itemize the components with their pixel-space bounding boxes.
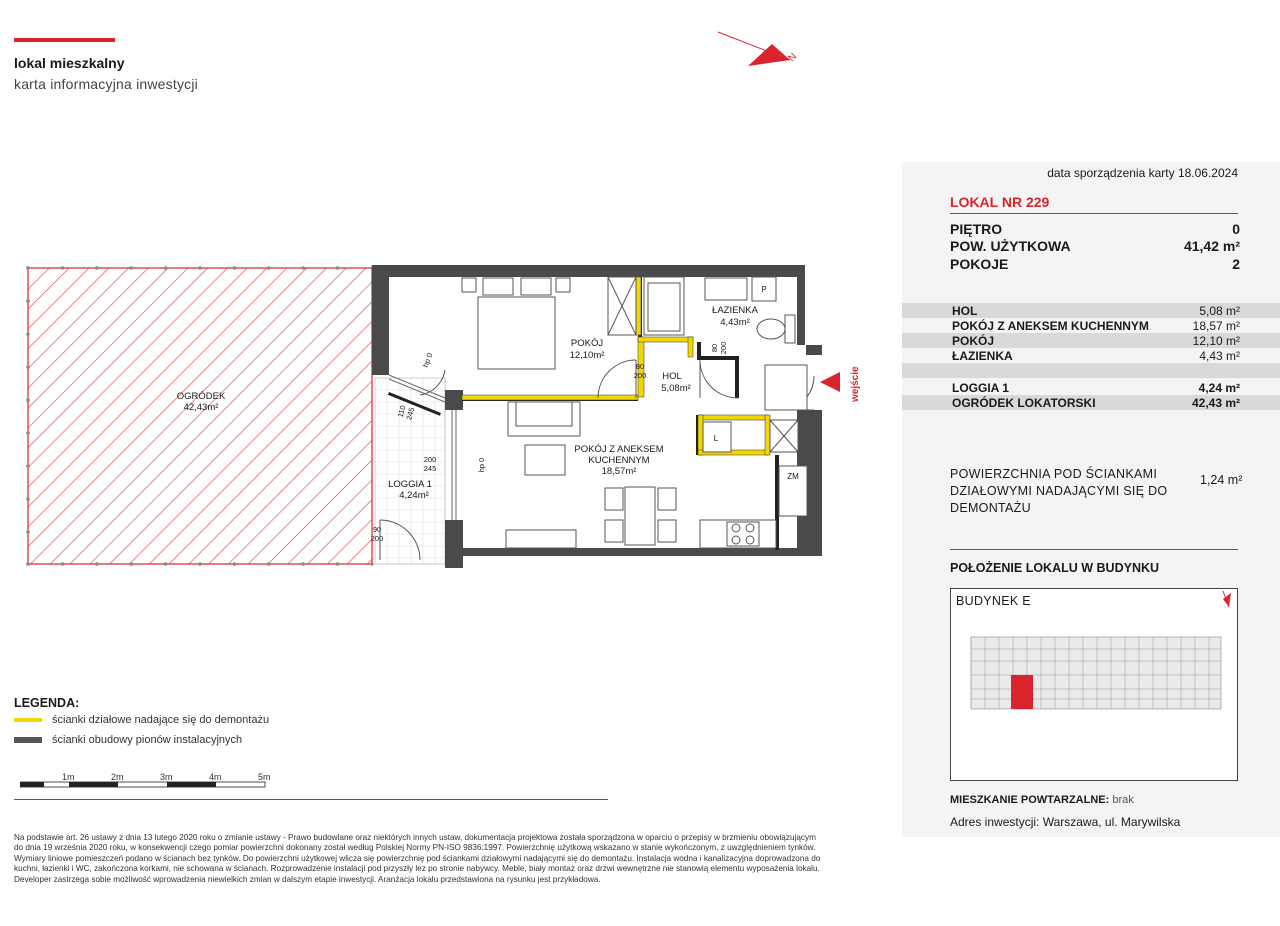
room-kitchen-area: 18,57m²	[601, 466, 637, 477]
room-hol-area: 5,08m²	[661, 383, 691, 394]
room-row-label: POKÓJ Z ANEKSEM KUCHENNYM	[952, 318, 1149, 333]
door-dim-pokoj-window: 110245	[395, 404, 417, 421]
room-row-value: 12,10 m²	[1192, 333, 1240, 348]
fence-post	[336, 266, 340, 270]
scale-tick-label: 2m	[111, 772, 124, 782]
door-dim-garden: 90 200	[370, 525, 384, 543]
room-row-value: 4,43 m²	[1199, 348, 1240, 363]
label-p: P	[761, 285, 767, 294]
title-rule	[950, 213, 1238, 214]
fence-post	[129, 266, 133, 270]
wardrobe-icon	[608, 277, 636, 335]
scale-tick-label: 1m	[62, 772, 75, 782]
spec-area-label: POW. UŻYTKOWA	[950, 238, 1071, 254]
fence-post	[336, 562, 340, 566]
mini-compass-icon	[1223, 591, 1231, 607]
room-row-spacer	[902, 363, 1280, 378]
fence-post	[26, 431, 30, 435]
scale-tick-label: 5m	[258, 772, 270, 782]
fence-post	[233, 562, 237, 566]
washbasin-icon	[705, 278, 747, 300]
compass-arrow-icon	[718, 32, 799, 66]
room-lazienka-area: 4,43m²	[720, 317, 750, 328]
fence-post	[370, 562, 374, 566]
room-ogrodek-name: OGRÓDEK	[176, 391, 226, 402]
spec-floor-label: PIĘTRO	[950, 221, 1003, 237]
room-row-label: POKÓJ	[952, 333, 995, 348]
legend-swatch-yellow	[14, 718, 42, 722]
fence-post	[164, 266, 168, 270]
room-row-label: HOL	[952, 303, 978, 318]
room-kitchen-name-1: POKÓJ Z ANEKSEM	[574, 444, 664, 455]
fence-post	[26, 365, 30, 369]
garden-area	[28, 268, 372, 564]
fence-post	[95, 266, 99, 270]
room-pokoj-name: POKÓJ	[570, 338, 604, 349]
room-ogrodek-area: 42,43m²	[183, 402, 219, 413]
entrance-label: wejście	[850, 366, 861, 402]
spec-area	[950, 238, 1240, 254]
shower-icon	[644, 277, 684, 335]
repeat-value: brak	[1112, 794, 1134, 806]
fence-post	[95, 562, 99, 566]
legend-item-shafts	[14, 734, 242, 746]
legend-label-shafts: ścianki obudowy pionów instalacyjnych	[52, 734, 243, 746]
spec-floor	[950, 221, 1240, 237]
label-zm: ZM	[787, 472, 799, 481]
legal-disclaimer: Na podstawie art. 26 ustawy z dnia 13 lutego 2020 roku o zmianie ustawy - Prawo budowlane oraz niektórych innych ustaw, dokumentacja projektowa została sporządzona w oparciu o przepisy w brzmieniu obowiązującym do dnia 19 września 2020 roku, w konsekwencji czego pomiar powierzchni dokonany został według Polskiej Normy PN-ISO 9836:1997. Powierzchnię użytkową wskazano w stanie wykończonym, z uwzględnieniem tynków. Wymiary liniowe pomieszczeń podano w ścianach bez tynków. Do powierzchni użytkowej wlicza się powierzchnię pod ściankami działowymi nadającymi się do demontażu. Instalacja wodna i kanalizacyjna doprowadzona do kuchni, łazienki i WC, zakończona korkami, nie schowana w ścianach. Rozprowadzenie instalacji pod przyszły lez po stronie nabywcy. Meble, biały montaż oraz drzwi wewnętrzne nie stanowią elementu wyposażenia lokalu. Developer zastrzega sobie możliwość wprowadzenia niewielkich zmian w dalszym etapie inwestycji. Aranżacja lokalu przedstawiona na rysunku jest przykładowa.	[14, 833, 821, 884]
room-row-pokoj	[902, 333, 1280, 348]
entrance-arrow-icon	[820, 372, 840, 392]
fence-post	[61, 562, 65, 566]
fence-post	[164, 562, 168, 566]
room-loggia-area: 4,24m²	[399, 490, 429, 501]
dining-table-icon	[605, 487, 676, 545]
legend-title: LEGENDA:	[14, 696, 80, 710]
fence-post	[267, 562, 271, 566]
room-kitchen-name-2: KUCHENNYM	[588, 455, 650, 466]
fence-post	[26, 398, 30, 402]
fence-post	[26, 464, 30, 468]
shaft-icon	[770, 420, 798, 452]
compass-label: N	[786, 51, 800, 65]
fence-post	[26, 530, 30, 534]
spec-rooms	[950, 256, 1240, 272]
page-subtitle: karta informacyjna inwestycji	[14, 76, 198, 92]
building-label: BUDYNEK E	[956, 594, 1031, 608]
coffee-table-icon	[525, 445, 565, 475]
legend-label-demolish: ścianki działowe nadające się do demontażu	[52, 714, 270, 726]
room-row-value: 5,08 m²	[1199, 303, 1240, 318]
toilet-icon	[757, 315, 795, 343]
fence-post	[301, 266, 305, 270]
spec-floor-value: 0	[1232, 221, 1240, 237]
repeat-label: MIESZKANIE POWTARZALNE:	[950, 794, 1110, 806]
door-dim-loggia: 200 245	[423, 455, 437, 473]
fence-post	[26, 266, 30, 270]
extra-row-label: LOGGIA 1	[952, 380, 1009, 395]
building-location-map	[950, 588, 1238, 781]
location-rule	[950, 549, 1238, 550]
sofa-icon	[508, 402, 580, 436]
door-dim-hol: 80 200	[633, 362, 647, 380]
room-loggia-name: LOGGIA 1	[388, 479, 432, 490]
door-dim-lazienka: 80200	[710, 341, 728, 355]
fence-post	[26, 299, 30, 303]
demolish-area-label: POWIERZCHNIA POD ŚCIANKAMI DZIAŁOWYMI NADAJĄCYMI SIĘ DO DEMONTAŻU	[950, 467, 1168, 515]
fence-post	[301, 562, 305, 566]
location-heading: POŁOŻENIE LOKALU W BUDYNKU	[950, 561, 1160, 575]
room-lazienka-name: ŁAZIENKA	[712, 305, 758, 316]
fence-post	[61, 266, 65, 270]
repeat-unit	[950, 794, 1134, 806]
spec-area-value: 41,42 m²	[1183, 238, 1240, 254]
card-date	[950, 166, 1238, 180]
fence-post	[26, 497, 30, 501]
room-row-kitchen	[902, 318, 1280, 333]
hp-label-1: hp 0	[420, 351, 435, 369]
bed-icon	[462, 278, 570, 369]
footer-divider	[14, 799, 608, 800]
room-row-value: 18,57 m²	[1192, 318, 1240, 333]
spec-rooms-value: 2	[1232, 256, 1240, 272]
legend-swatch-grey	[14, 737, 42, 743]
room-row-label: ŁAZIENKA	[952, 348, 1013, 363]
fence-post	[198, 562, 202, 566]
scale-tick-label: 4m	[209, 772, 222, 782]
extra-row-value: 42,43 m²	[1191, 395, 1240, 410]
investment-address: Adres inwestycji: Warszawa, ul. Marywilska	[950, 815, 1181, 829]
fence-post	[198, 266, 202, 270]
card-date-label: data sporządzenia karty	[1047, 166, 1175, 180]
scale-tick-label: 3m	[160, 772, 173, 782]
card-date-value: 18.06.2024	[1177, 166, 1238, 180]
kitchen-counter-icon	[700, 520, 776, 548]
room-row-hol	[902, 303, 1280, 318]
page-title: lokal mieszkalny	[14, 55, 125, 71]
label-l: L	[713, 434, 719, 443]
extra-row-label: OGRÓDEK LOKATORSKI	[952, 395, 1096, 410]
demolish-area-value: 1,24 m²	[1200, 473, 1243, 487]
wardrobe-hall-icon	[765, 365, 807, 410]
fence-post	[267, 266, 271, 270]
spec-rooms-label: POKOJE	[950, 256, 1009, 272]
extra-row-value: 4,24 m²	[1198, 380, 1240, 395]
building-plan-thumbnail	[951, 589, 1237, 780]
scale-bar	[20, 772, 270, 792]
tv-unit-icon	[506, 530, 576, 548]
fence-post	[26, 562, 30, 566]
extra-row-garden	[902, 395, 1280, 410]
room-pokoj-area: 12,10m²	[569, 350, 605, 361]
room-hol-name: HOL	[662, 371, 682, 382]
lokal-number: LOKAL NR 229	[950, 194, 1050, 210]
fence-post	[26, 332, 30, 336]
room-row-lazienka	[902, 348, 1280, 363]
fence-post	[233, 266, 237, 270]
hp-label-2: hp 0	[477, 457, 486, 473]
legend-item-demolish	[14, 714, 269, 726]
extra-row-loggia	[902, 380, 1280, 395]
fence-post	[129, 562, 133, 566]
selected-unit-marker	[1011, 675, 1033, 709]
